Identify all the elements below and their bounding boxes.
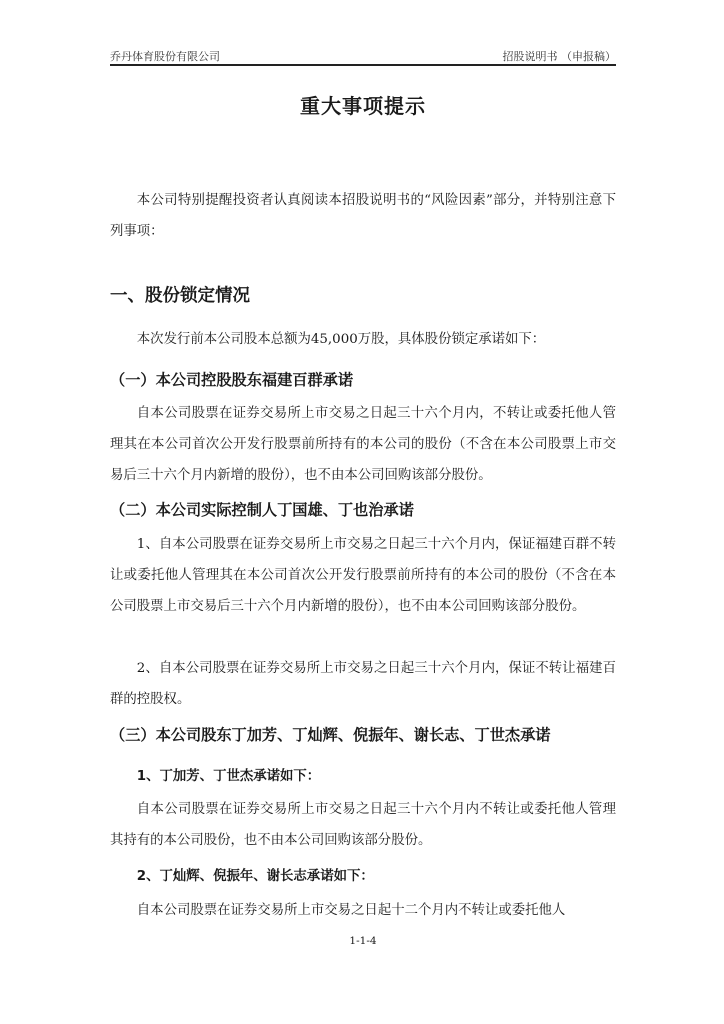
header-document-name: 招股说明书 （申报稿）	[502, 50, 616, 63]
page-title: 重大事项提示	[300, 94, 426, 118]
section-heading-share-lockup: 一、股份锁定情况	[110, 286, 250, 306]
intro-paragraph: 本公司特别提醒投资者认真阅读本招股说明书的“风险因素”部分，并特别注意下列事项：	[110, 193, 616, 239]
page-number: 1-1-4	[349, 935, 377, 947]
subsection-heading-controlling-shareholder: （一）本公司控股股东福建百群承诺	[110, 371, 353, 389]
shareholders-point-2-heading: 2、丁灿辉、倪振年、谢长志承诺如下：	[136, 869, 374, 884]
shareholders-point-1-heading: 1、丁加芳、丁世杰承诺如下：	[136, 769, 321, 784]
actual-controllers-item-1: 1、自本公司股票在证券交易所上市交易之日起三十六个月内，保证福建百群不转让或委托他人管理其在本公司首次公开发行股票前所持有的本公司的股份（不含在本公司股票上市交易后三十六个月内新增的股份），也不由本公司回购该部分股份。	[110, 537, 616, 614]
header-company-name: 乔丹体育股份有限公司	[110, 50, 220, 63]
controlling-shareholder-paragraph: 自本公司股票在证券交易所上市交易之日起三十六个月内，不转让或委托他人管理其在本公司首次公开发行股票前所持有的本公司的股份（不含在本公司股票上市交易后三十六个月内新增的股份），也不由本公司回购该部分股份。	[110, 406, 616, 483]
subsection-heading-actual-controllers: （二）本公司实际控制人丁国雄、丁也治承诺	[110, 501, 414, 519]
shareholders-point-1-paragraph: 自本公司股票在证券交易所上市交易之日起三十六个月内不转让或委托他人管理其持有的本公司股份，也不由本公司回购该部分股份。	[110, 802, 616, 848]
page-header	[110, 46, 616, 66]
subsection-heading-other-shareholders: （三）本公司股东丁加芳、丁灿辉、倪振年、谢长志、丁世杰承诺	[110, 726, 551, 744]
shareholders-point-2-paragraph: 自本公司股票在证券交易所上市交易之日起十二个月内不转让或委托他人	[136, 903, 566, 918]
share-capital-paragraph: 本次发行前本公司股本总额为45,000万股，具体股份锁定承诺如下：	[136, 332, 546, 347]
actual-controllers-item-2: 2、自本公司股票在证券交易所上市交易之日起三十六个月内，保证不转让福建百群的控股权。	[110, 661, 616, 707]
